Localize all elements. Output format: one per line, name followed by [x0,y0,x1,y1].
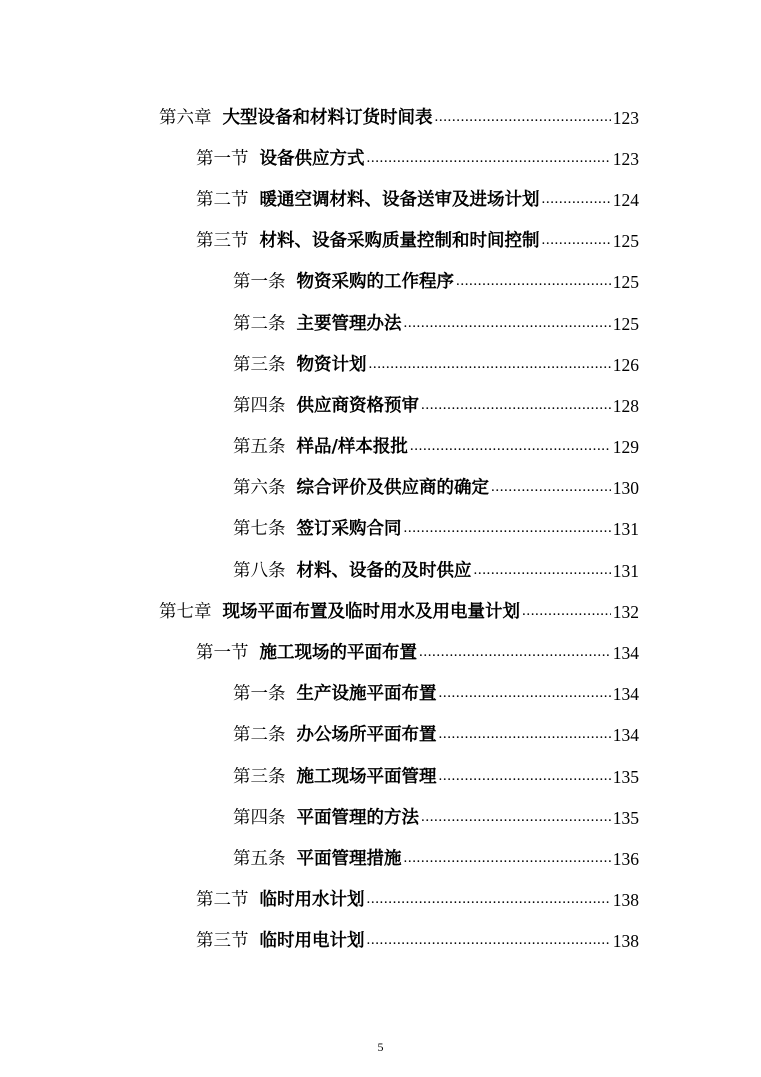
toc-entry[interactable] [0,179,761,220]
toc-leader-dots [439,767,611,787]
toc-leader-dots [421,396,611,416]
toc-entry-title: 办公场所平面布置 [296,725,437,746]
toc-entry[interactable] [0,427,761,468]
toc-entry[interactable] [0,797,761,838]
toc-entry-page: 125 [612,272,639,293]
page-number: 5 [377,1040,384,1054]
toc-entry[interactable] [0,591,761,632]
toc-entry-page: 126 [612,354,639,375]
toc-entry-title: 签订采购合同 [296,519,402,540]
toc-entry[interactable] [0,138,761,179]
toc-entry-title: 设备供应方式 [259,148,365,169]
toc-entry-page: 128 [612,395,639,416]
toc-leader-dots [474,561,611,581]
toc-entry[interactable] [0,468,761,509]
toc-entry[interactable] [0,303,761,344]
toc-entry-number: 第六章 [159,107,212,128]
toc-leader-dots [367,149,611,169]
toc-entry-title: 主要管理办法 [296,313,402,334]
toc-entry[interactable] [0,262,761,303]
toc-entry-page: 131 [612,519,639,540]
toc-leader-dots [542,231,611,251]
toc-entry-title: 施工现场平面管理 [296,766,437,787]
toc-entry-page: 138 [612,931,639,952]
toc-entry[interactable] [0,921,761,962]
toc-entry-title: 平面管理措施 [296,848,402,869]
toc-entry-title: 物资计划 [296,354,367,375]
toc-entry[interactable] [0,880,761,921]
toc-entry-title: 平面管理的方法 [296,807,419,828]
toc-entry-page: 134 [612,643,639,664]
toc-leader-dots [522,602,611,622]
toc-entry-number: 第二条 [233,725,286,746]
toc-entry-number: 第一节 [196,643,249,664]
toc-leader-dots [369,355,611,375]
toc-entry-title: 综合评价及供应商的确定 [296,478,489,499]
toc-entry-number: 第八条 [233,560,286,581]
toc-entry-number: 第五条 [233,848,286,869]
toc-leader-dots [421,808,611,828]
toc-entry[interactable] [0,509,761,550]
toc-entry-number: 第七条 [233,519,286,540]
toc-entry-page: 136 [612,848,639,869]
toc-entry-page: 134 [612,684,639,705]
toc-entry-title: 供应商资格预审 [296,395,419,416]
toc-entry-number: 第一节 [196,148,249,169]
toc-entry-page: 135 [612,807,639,828]
toc-entry[interactable] [0,756,761,797]
table-of-contents [0,97,761,962]
toc-entry-title: 临时用水计划 [259,890,365,911]
toc-leader-dots [435,108,611,128]
toc-entry-number: 第二节 [196,890,249,911]
toc-entry-page: 132 [612,601,639,622]
toc-entry-number: 第一条 [233,684,286,705]
toc-entry-page: 125 [612,313,639,334]
toc-entry[interactable] [0,674,761,715]
toc-entry[interactable] [0,385,761,426]
toc-entry-page: 125 [612,231,639,252]
toc-entry[interactable] [0,344,761,385]
toc-entry-number: 第一条 [233,272,286,293]
toc-leader-dots [439,684,611,704]
toc-entry-number: 第二条 [233,313,286,334]
toc-entry-title: 生产设施平面布置 [296,684,437,705]
toc-entry-number: 第六条 [233,478,286,499]
toc-entry-number: 第三条 [233,354,286,375]
toc-entry-title: 施工现场的平面布置 [259,643,417,664]
toc-entry-title: 样品/样本报批 [296,437,408,458]
toc-entry-number: 第三节 [196,231,249,252]
toc-entry-title: 材料、设备采购质量控制和时间控制 [259,231,540,252]
toc-leader-dots [491,478,611,498]
toc-entry-number: 第四条 [233,807,286,828]
toc-entry-number: 第五条 [233,437,286,458]
toc-entry-title: 临时用电计划 [259,931,365,952]
toc-entry[interactable] [0,221,761,262]
toc-entry-page: 129 [612,437,639,458]
toc-leader-dots [419,643,611,663]
toc-leader-dots [542,190,611,210]
toc-leader-dots [404,849,611,869]
toc-entry[interactable] [0,715,761,756]
toc-entry[interactable] [0,550,761,591]
toc-entry-page: 138 [612,890,639,911]
toc-entry-number: 第三节 [196,931,249,952]
toc-entry-page: 130 [612,478,639,499]
toc-entry-title: 现场平面布置及临时用水及用电量计划 [222,601,520,622]
toc-entry-page: 135 [612,766,639,787]
toc-leader-dots [404,519,611,539]
toc-leader-dots [367,890,611,910]
toc-entry-title: 大型设备和材料订货时间表 [222,107,433,128]
toc-entry-number: 第三条 [233,766,286,787]
toc-leader-dots [439,725,611,745]
toc-entry-title: 物资采购的工作程序 [296,272,454,293]
toc-entry-title: 暖通空调材料、设备送审及进场计划 [259,189,540,210]
toc-entry[interactable] [0,838,761,879]
toc-entry-page: 123 [612,107,639,128]
toc-leader-dots [410,437,611,457]
toc-leader-dots [367,931,611,951]
toc-entry-number: 第四条 [233,395,286,416]
toc-leader-dots [456,272,611,292]
toc-entry-number: 第七章 [159,601,212,622]
toc-entry[interactable] [0,97,761,138]
toc-entry-number: 第二节 [196,189,249,210]
toc-entry-page: 124 [612,189,639,210]
toc-entry-page: 131 [612,560,639,581]
toc-entry[interactable] [0,632,761,673]
toc-leader-dots [404,314,611,334]
toc-entry-page: 134 [612,725,639,746]
toc-entry-title: 材料、设备的及时供应 [296,560,472,581]
toc-entry-page: 123 [612,148,639,169]
